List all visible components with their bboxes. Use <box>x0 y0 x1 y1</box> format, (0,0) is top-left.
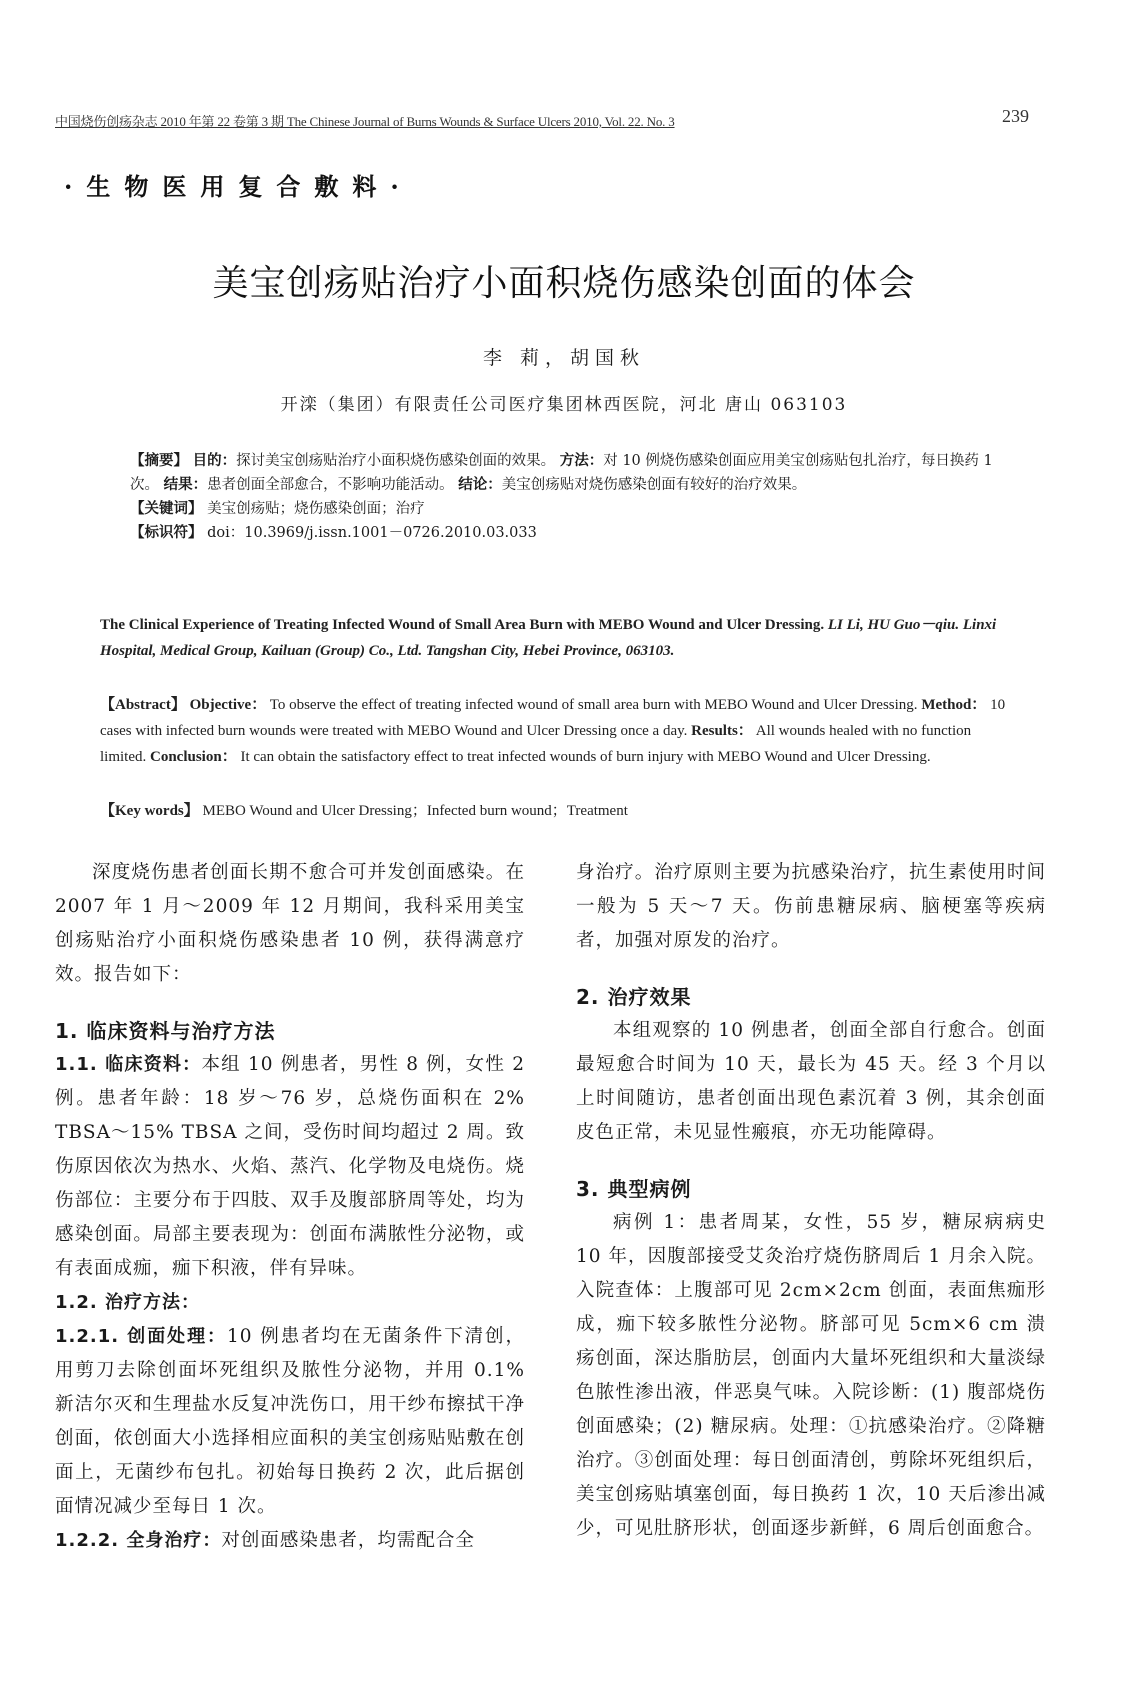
english-keywords-label: 【Key words】 <box>100 803 199 819</box>
identifier-row <box>130 521 1010 545</box>
section-1-2-1-paragraph <box>55 1320 525 1524</box>
chinese-abstract <box>130 449 1010 545</box>
english-results: All wounds healed with no function limited. <box>100 723 972 765</box>
affiliation: 开滦（集团）有限责任公司医疗集团林西医院，河北 唐山 063103 <box>280 395 848 415</box>
page-number: 239 <box>1002 106 1029 126</box>
english-conclusion: It can obtain the satisfactory effect to treat infected wounds of burn injury with MEBO Wound and Ulcer Dressing. <box>240 749 931 765</box>
results-label: 结果： <box>163 476 208 493</box>
english-title: The Clinical Experience of Treating Infected Wound of Small Area Burn with MEBO Wound and Ulcer Dressing. <box>100 617 825 633</box>
english-objective: To observe the effect of treating infected wound of small area burn with MEBO Wound and Ulcer Dressing. <box>269 697 918 713</box>
running-header: 中国烧伤创疡杂志 2010 年第 22 卷第 3 期 The Chinese Journal of Burns Wounds & Surface Ulcers 2010, Vol. 22. No. 3 <box>55 114 675 129</box>
conclusion-text: 美宝创疡贴对烧伤感染创面有较好的治疗效果。 <box>501 477 807 493</box>
article-title: 美宝创疡贴治疗小面积烧伤感染创面的体会 <box>212 263 916 304</box>
english-title-block <box>100 612 1010 664</box>
method-text: 对 10 例烧伤感染创面应用美宝创疡贴包扎治疗，每日换药 1 次。 <box>130 453 993 493</box>
english-conclusion-label: Conclusion： <box>150 749 237 765</box>
section-1-2-2-label: 1.2.2. 全身治疗： <box>55 1530 222 1551</box>
body-right-column <box>576 856 1046 1546</box>
section-3-paragraph: 病例 1：患者周某，女性，55 岁，糖尿病病史 10 年，因腹部接受艾灸治疗烧伤脐周后 1 月余入院。入院查体：上腹部可见 2cm×2cm 创面，表面焦痂形成，痂下较多脓性分泌物。脐部可见 5cm×6 cm 溃疡创面，深达脂肪层，创面内大量坏死组织和大量淡绿色脓性渗出液，伴恶臭气味。入院诊断：(1) 腹部烧伤创面感染；(2) 糖尿病。处理：①抗感染治疗。②降糖治疗。③创面处理：每日创面清创，剪除坏死组织后，美宝创疡贴填塞创面，每日换药 1 次，10 天后渗出减少，可见肚脐形状，创面逐步新鲜，6 周后创面愈合。 <box>576 1212 1046 1539</box>
doi-text: doi：10.3969/j.issn.1001－0726.2010.03.033 <box>207 525 537 541</box>
section-2-paragraph: 本组观察的 10 例患者，创面全部自行愈合。创面最短愈合时间为 10 天，最长为 45 天。经 3 个月以上时间随访，患者创面出现色素沉着 3 例，其余创面皮色正常，未见显性瘢痕，亦无功能障碍。 <box>576 1020 1046 1143</box>
column-tag: ·生物医用复合敷料· <box>64 172 413 201</box>
section-1-2-2-text: 对创面感染患者，均需配合全 <box>221 1530 475 1551</box>
keywords-text: 美宝创疡贴；烧伤感染创面；治疗 <box>207 501 425 517</box>
objective-label: 目的： <box>192 452 237 469</box>
english-authors-affiliation: LI Li, HU Guo－qiu. Linxi Hospital, Medical Group, Kailuan (Group) Co., Ltd. Tangshan City, Hebei Province, 063103. <box>100 617 997 659</box>
english-abstract-label: 【Abstract】 <box>100 697 186 713</box>
english-objective-label: Objective： <box>189 697 267 713</box>
section-1-2-heading: 1.2. 治疗方法： <box>55 1292 200 1313</box>
section-1-heading: 1. 临床资料与治疗方法 <box>55 1019 276 1043</box>
results-text: 患者创面全部愈合，不影响功能活动。 <box>207 477 454 493</box>
body-left-column <box>55 856 525 1558</box>
section-1-1-paragraph <box>55 1048 525 1286</box>
method-label: 方法： <box>559 452 604 469</box>
abstract-label: 【摘要】 <box>130 452 188 469</box>
section-1-2-1-text: 10 例患者均在无菌条件下清创，用剪刀去除创面坏死组织及脓性分泌物，并用 0.1% 新洁尔灭和生理盐水反复冲洗伤口，用干纱布擦拭干净创面，依创面大小选择相应面积的美宝创疡贴贴敷在创面上，无菌纱布包扎。初始每日换药 2 次，此后据创面情况减少至每日 1 次。 <box>55 1326 525 1517</box>
intro-paragraph: 深度烧伤患者创面长期不愈合可并发创面感染。在 2007 年 1 月～2009 年 12 月期间，我科采用美宝创疡贴治疗小面积烧伤感染患者 10 例，获得满意疗效。报告如下： <box>55 862 525 985</box>
identifier-label: 【标识符】 <box>130 524 203 541</box>
english-method-label: Method： <box>921 697 987 713</box>
english-keywords-row <box>100 798 1010 824</box>
section-3-heading: 3. 典型病例 <box>576 1177 692 1201</box>
section-1-2-2-paragraph <box>55 1524 525 1558</box>
english-results-label: Results： <box>691 723 753 739</box>
english-abstract <box>100 692 1010 770</box>
keywords-label: 【关键词】 <box>130 500 203 517</box>
section-1-1-label: 1.1. 临床资料： <box>55 1054 202 1075</box>
abstract-paragraph <box>130 449 1010 497</box>
authors: 李 莉，胡国秋 <box>482 347 646 369</box>
english-keywords: MEBO Wound and Ulcer Dressing；Infected burn wound；Treatment <box>202 803 628 819</box>
continued-paragraph: 身治疗。治疗原则主要为抗感染治疗，抗生素使用时间一般为 5 天～7 天。伤前患糖尿病、脑梗塞等疾病者，加强对原发的治疗。 <box>576 862 1046 951</box>
section-1-1-text: 本组 10 例患者，男性 8 例，女性 2 例。患者年龄：18 岁～76 岁，总烧伤面积在 2% TBSA～15% TBSA 之间，受伤时间均超过 2 周。致伤原因依次为热水、火焰、蒸汽、化学物及电烧伤。烧伤部位：主要分布于四肢、双手及腹部脐周等处，均为感染创面。局部主要表现为：创面布满脓性分泌物，或有表面成痂，痂下积液，伴有异味。 <box>55 1054 525 1279</box>
section-2-heading: 2. 治疗效果 <box>576 985 692 1009</box>
objective-text: 探讨美宝创疡贴治疗小面积烧伤感染创面的效果。 <box>236 453 556 469</box>
conclusion-label: 结论： <box>458 476 502 493</box>
section-1-2-1-label: 1.2.1. 创面处理： <box>55 1326 227 1347</box>
english-method: 10 cases with infected burn wounds were treated with MEBO Wound and Ulcer Dressing once a day. <box>100 697 1006 739</box>
keywords-row <box>130 497 1010 521</box>
